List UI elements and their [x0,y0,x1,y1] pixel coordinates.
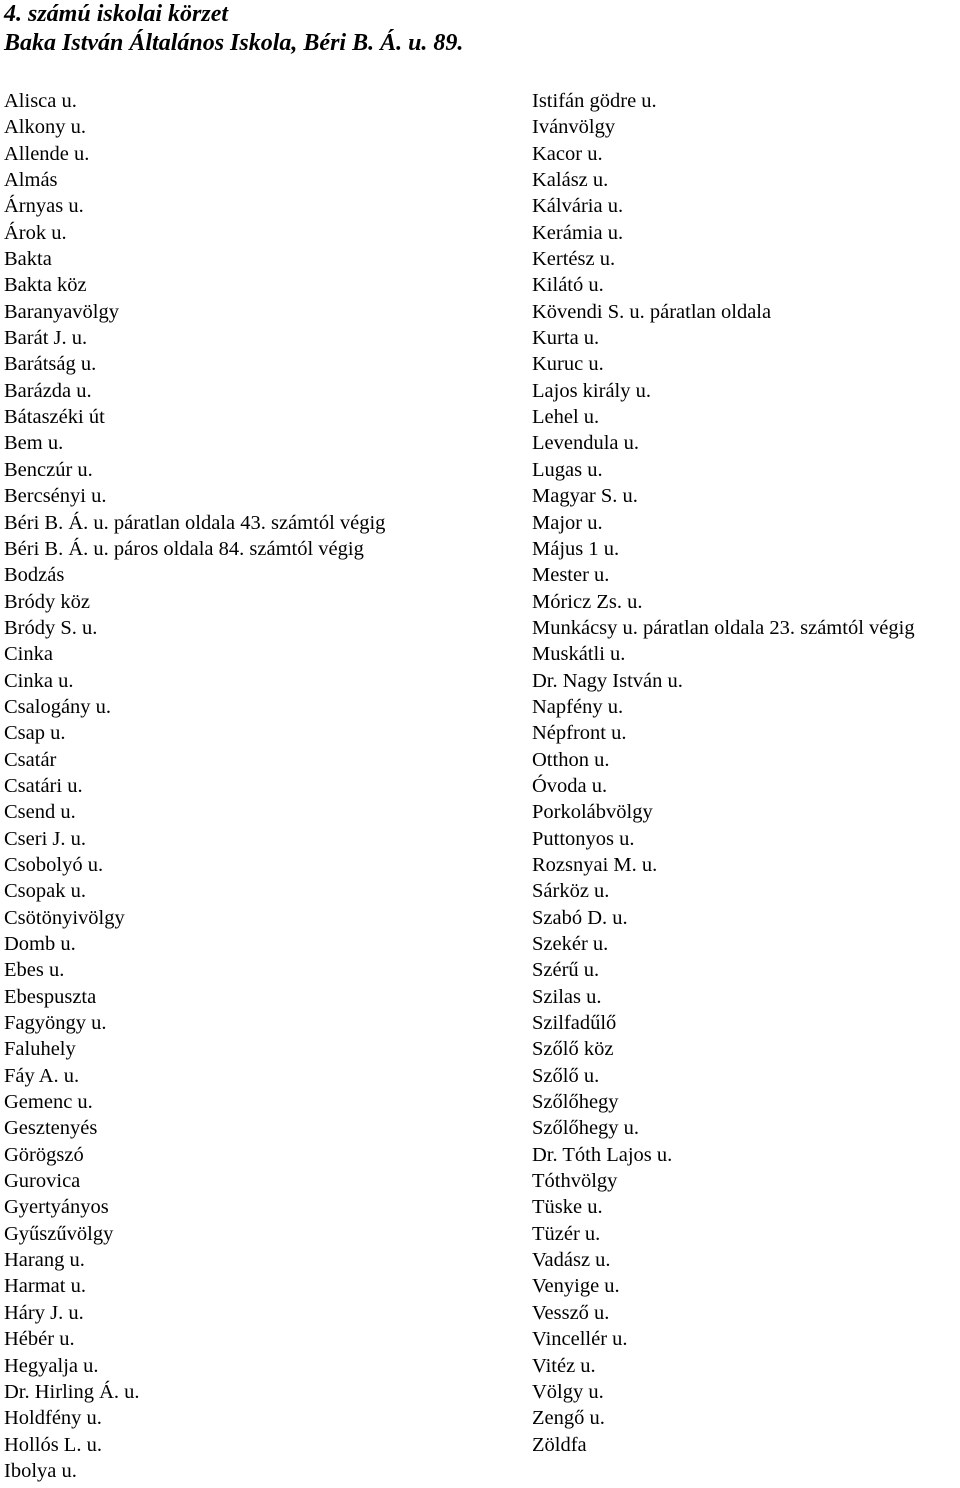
street-item: Barázda u. [4,379,92,402]
street-item: Tüske u. [532,1196,603,1219]
street-item: Baranyavölgy [4,300,119,323]
street-item: Szőlő köz [532,1038,614,1061]
street-item: Alkony u. [4,116,86,139]
street-item: Csötönyivölgy [4,906,125,929]
street-item: Bakta [4,248,52,271]
school-title: Baka István Általános Iskola, Béri B. Á. u. 89. [4,30,464,56]
street-item: Major u. [532,511,603,534]
street-item: Csap u. [4,722,66,745]
street-item: Holdfény u. [4,1407,102,1430]
street-item: Óvoda u. [532,774,608,797]
street-item: Hollós L. u. [4,1433,102,1456]
street-item: Napfény u. [532,695,624,718]
street-item: Kálvária u. [532,195,624,218]
street-item: Szekér u. [532,933,609,955]
street-item: Zengő u. [532,1407,605,1430]
district-title: 4. számú iskolai körzet [4,1,229,27]
street-item: Venyige u. [532,1275,620,1298]
street-item: Cinka [4,643,53,666]
street-item: Ebes u. [4,959,65,982]
street-item: Dr. Tóth Lajos u. [532,1143,673,1166]
street-item: Rozsnyai M. u. [532,853,658,876]
street-item: Szőlő u. [532,1064,600,1087]
street-item: Ivánvölgy [532,116,616,139]
street-item: Csalogány u. [4,695,112,718]
street-item: Alisca u. [4,90,77,112]
street-item: Árnyas u. [4,195,84,218]
street-item: Domb u. [4,933,76,955]
street-item: Csatár [4,748,57,771]
street-item: Csatári u. [4,774,83,797]
street-item: Ibolya u. [4,1459,77,1482]
street-item: Tóthvölgy [532,1170,618,1193]
street-item: Vincellér u. [532,1328,628,1351]
street-item: Szőlőhegy [532,1091,619,1114]
street-item: Kövendi S. u. páratlan oldala [532,300,772,323]
street-item: Bakta köz [4,274,87,297]
street-item: Allende u. [4,142,90,165]
street-item: Szőlőhegy u. [532,1117,640,1140]
street-item: Bodzás [4,564,65,587]
street-item: Háry J. u. [4,1301,84,1324]
street-list-left [4,88,385,1484]
street-item: Mester u. [532,564,610,587]
street-item: Május 1 u. [532,537,620,560]
street-item: Harmat u. [4,1275,86,1298]
street-item: Kilátó u. [532,274,604,297]
street-item: Népfront u. [532,722,627,745]
street-item: Dr. Hirling Á. u. [4,1380,140,1403]
street-item: Faluhely [4,1038,76,1061]
document-header [4,0,463,58]
street-item: Tüzér u. [532,1222,601,1245]
street-item: Kacor u. [532,142,603,165]
street-item: Harang u. [4,1249,85,1272]
street-item: Bátaszéki út [4,406,105,429]
street-item: Fáy A. u. [4,1064,80,1087]
street-item: Csopak u. [4,880,86,903]
street-item: Gesztenyés [4,1117,98,1140]
street-item: Gyertyányos [4,1196,109,1219]
street-item: Otthon u. [532,748,610,771]
street-item: Csobolyó u. [4,853,104,876]
street-item: Hébér u. [4,1328,75,1351]
street-item: Muskátli u. [532,643,626,666]
street-item: Béri B. Á. u. páratlan oldala 43. számtól végig [4,511,386,534]
street-item: Völgy u. [532,1380,604,1403]
street-item: Barátság u. [4,353,97,376]
street-item: Szilfadűlő [532,1012,617,1035]
street-item: Görögszó [4,1143,84,1166]
street-item: Almás [4,169,58,192]
street-item: Árok u. [4,221,67,244]
street-item: Kerámia u. [532,221,624,244]
street-item: Magyar S. u. [532,485,638,508]
street-item: Fagyöngy u. [4,1012,107,1035]
street-item: Gyűszűvölgy [4,1222,114,1245]
street-item: Porkolábvölgy [532,801,653,824]
street-item: Vitéz u. [532,1354,596,1377]
street-item: Lugas u. [532,458,603,481]
street-item: Ebespuszta [4,985,97,1008]
street-item: Dr. Nagy István u. [532,669,683,692]
street-item: Barát J. u. [4,327,88,350]
street-item: Lajos király u. [532,379,651,402]
street-item: Bródy köz [4,590,90,613]
street-item: Kurta u. [532,327,600,350]
street-item: Bródy S. u. [4,616,98,639]
street-item: Zöldfa [532,1433,587,1456]
street-item: Bercsényi u. [4,485,107,508]
street-item: Béri B. Á. u. páros oldala 84. számtól végig [4,537,364,560]
street-item: Cinka u. [4,669,74,692]
street-item: Kalász u. [532,169,609,192]
street-item: Móricz Zs. u. [532,590,643,613]
street-item: Gemenc u. [4,1091,93,1114]
street-item: Hegyalja u. [4,1354,99,1377]
street-item: Levendula u. [532,432,640,455]
street-item: Bem u. [4,432,64,455]
street-item: Istifán gödre u. [532,90,657,112]
street-item: Vessző u. [532,1301,610,1324]
street-item: Cseri J. u. [4,827,86,850]
street-list-right [532,88,915,1458]
street-item: Vadász u. [532,1249,611,1272]
street-item: Lehel u. [532,406,600,429]
street-item: Munkácsy u. páratlan oldala 23. számtól végig [532,616,915,639]
street-item: Kuruc u. [532,353,604,376]
street-item: Szilas u. [532,985,602,1008]
street-item: Szérű u. [532,959,600,982]
street-item: Gurovica [4,1170,81,1193]
street-item: Puttonyos u. [532,827,635,850]
street-item: Benczúr u. [4,458,93,481]
street-item: Csend u. [4,801,76,824]
street-item: Kertész u. [532,248,616,271]
street-item: Szabó D. u. [532,906,628,929]
street-item: Sárköz u. [532,880,610,903]
